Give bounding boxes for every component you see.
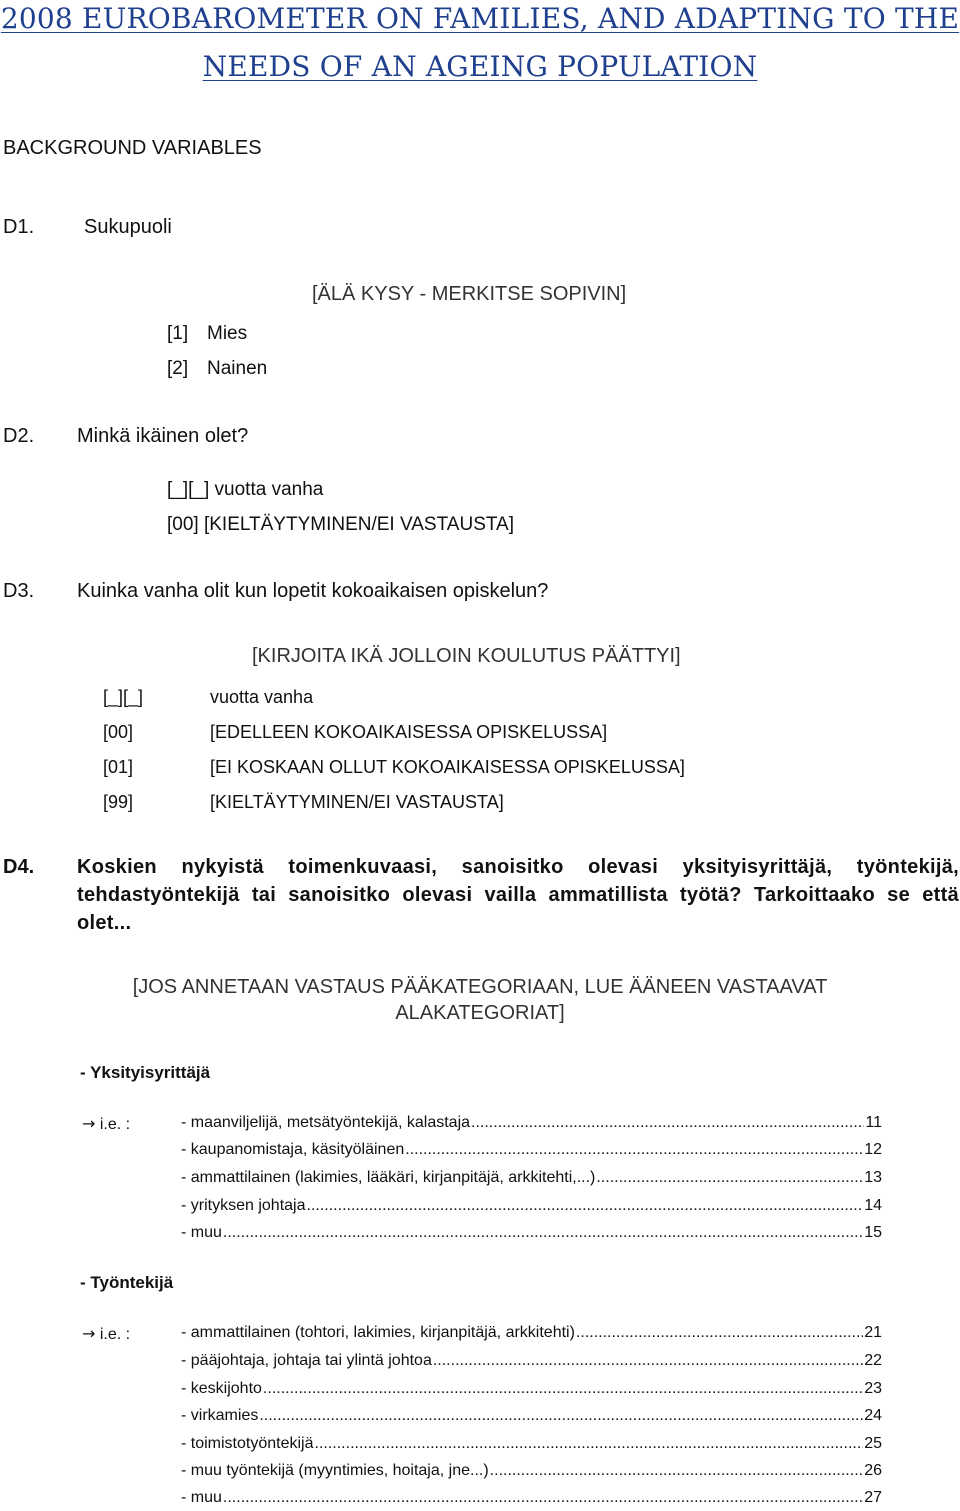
instruction-d3: [KIRJOITA IKÄ JOLLOIN KOULUTUS PÄÄTTYI]	[252, 645, 681, 667]
option-label: Mies	[207, 323, 248, 344]
list-item: - muu ..... 15	[181, 1224, 882, 1246]
list-item: - yrityksen johtaja ..... 14	[181, 1197, 882, 1219]
option-line: [00] [KIELTÄYTYMINEN/EI VASTAUSTA]	[167, 514, 515, 535]
question-code-d2: D2.	[3, 425, 35, 447]
option-code: [1]	[167, 323, 189, 344]
list-item: - maanviljelijä, metsätyöntekijä, kalastaja ..... 11	[181, 1114, 882, 1136]
arrow-right-icon: →	[82, 1114, 96, 1133]
question-code-d4: D4.	[3, 856, 35, 878]
list-item: - muu ..... 27	[181, 1489, 882, 1511]
option-label: [KIELTÄYTYMINEN/EI VASTAUSTA]	[210, 792, 504, 812]
option-label: Nainen	[207, 358, 268, 379]
option-code: [99]	[103, 792, 134, 812]
arrow-right-icon: →	[82, 1324, 96, 1343]
list-item: - pääjohtaja, johtaja tai ylintä johtoa ..... 22	[181, 1352, 882, 1374]
category-heading-yksityisyrittaja: - Yksityisyrittäjä	[80, 1063, 211, 1082]
option-label: [EDELLEEN KOKOAIKAISESSA OPISKELUSSA]	[210, 722, 608, 742]
ie-label: i.e. :	[99, 1326, 131, 1343]
list-item: - muu työntekijä (myyntimies, hoitaja, jne...) ..... 26	[181, 1462, 882, 1484]
list-item: - keskijohto ..... 23	[181, 1380, 882, 1402]
question-code-d3: D3.	[3, 580, 35, 602]
list-item: - toimistotyöntekijä ..... 25	[181, 1435, 882, 1457]
document-title-line1: 2008 EUROBAROMETER ON FAMILIES, AND ADAPTING TO THE	[0, 2, 960, 35]
ie-marker	[82, 1114, 130, 1134]
option-code: [00]	[103, 722, 134, 742]
list-item: - kaupanomistaja, käsityöläinen ..... 12	[181, 1141, 882, 1163]
list-item: - virkamies ..... 24	[181, 1407, 882, 1429]
ie-marker	[82, 1324, 130, 1344]
question-text-d1: Sukupuoli	[84, 216, 172, 238]
list-item: - ammattilainen (lakimies, lääkäri, kirjanpitäjä, arkkitehti,...) ..... 13	[181, 1169, 882, 1191]
instruction-d4: [JOS ANNETAAN VASTAUS PÄÄKATEGORIAAN, LUE ÄÄNEEN VASTAAVAT ALAKATEGORIAT]	[132, 976, 828, 1024]
option-line: [_][_] vuotta vanha	[167, 479, 324, 500]
option-label: vuotta vanha	[210, 687, 314, 707]
instruction-d1: [ÄLÄ KYSY - MERKITSE SOPIVIN]	[312, 283, 627, 305]
question-code-d1: D1.	[3, 216, 35, 238]
option-code: [_][_]	[103, 687, 144, 707]
option-code: [2]	[167, 358, 189, 379]
document-title-line2: NEEDS OF AN AGEING POPULATION	[202, 50, 758, 83]
question-text-d4: Koskien nykyistä toimenkuvaasi, sanoisitko olevasi yksityisyrittäjä, työntekijä, tehdastyöntekijä tai sanoisitko olevasi vailla ammatillista työtä? Tarkoittaako se että olet...	[77, 856, 959, 934]
list-item: - ammattilainen (tohtori, lakimies, kirjanpitäjä, arkkitehti) ..... 21	[181, 1324, 882, 1346]
ie-label: i.e. :	[99, 1116, 131, 1133]
question-text-d2: Minkä ikäinen olet?	[77, 425, 249, 447]
option-code: [01]	[103, 757, 134, 777]
category-heading-tyontekija: - Työntekijä	[80, 1273, 174, 1292]
option-label: [EI KOSKAAN OLLUT KOKOAIKAISESSA OPISKELUSSA]	[210, 757, 685, 777]
question-text-d3: Kuinka vanha olit kun lopetit kokoaikaisen opiskelun?	[77, 580, 549, 602]
section-heading: BACKGROUND VARIABLES	[3, 137, 262, 159]
